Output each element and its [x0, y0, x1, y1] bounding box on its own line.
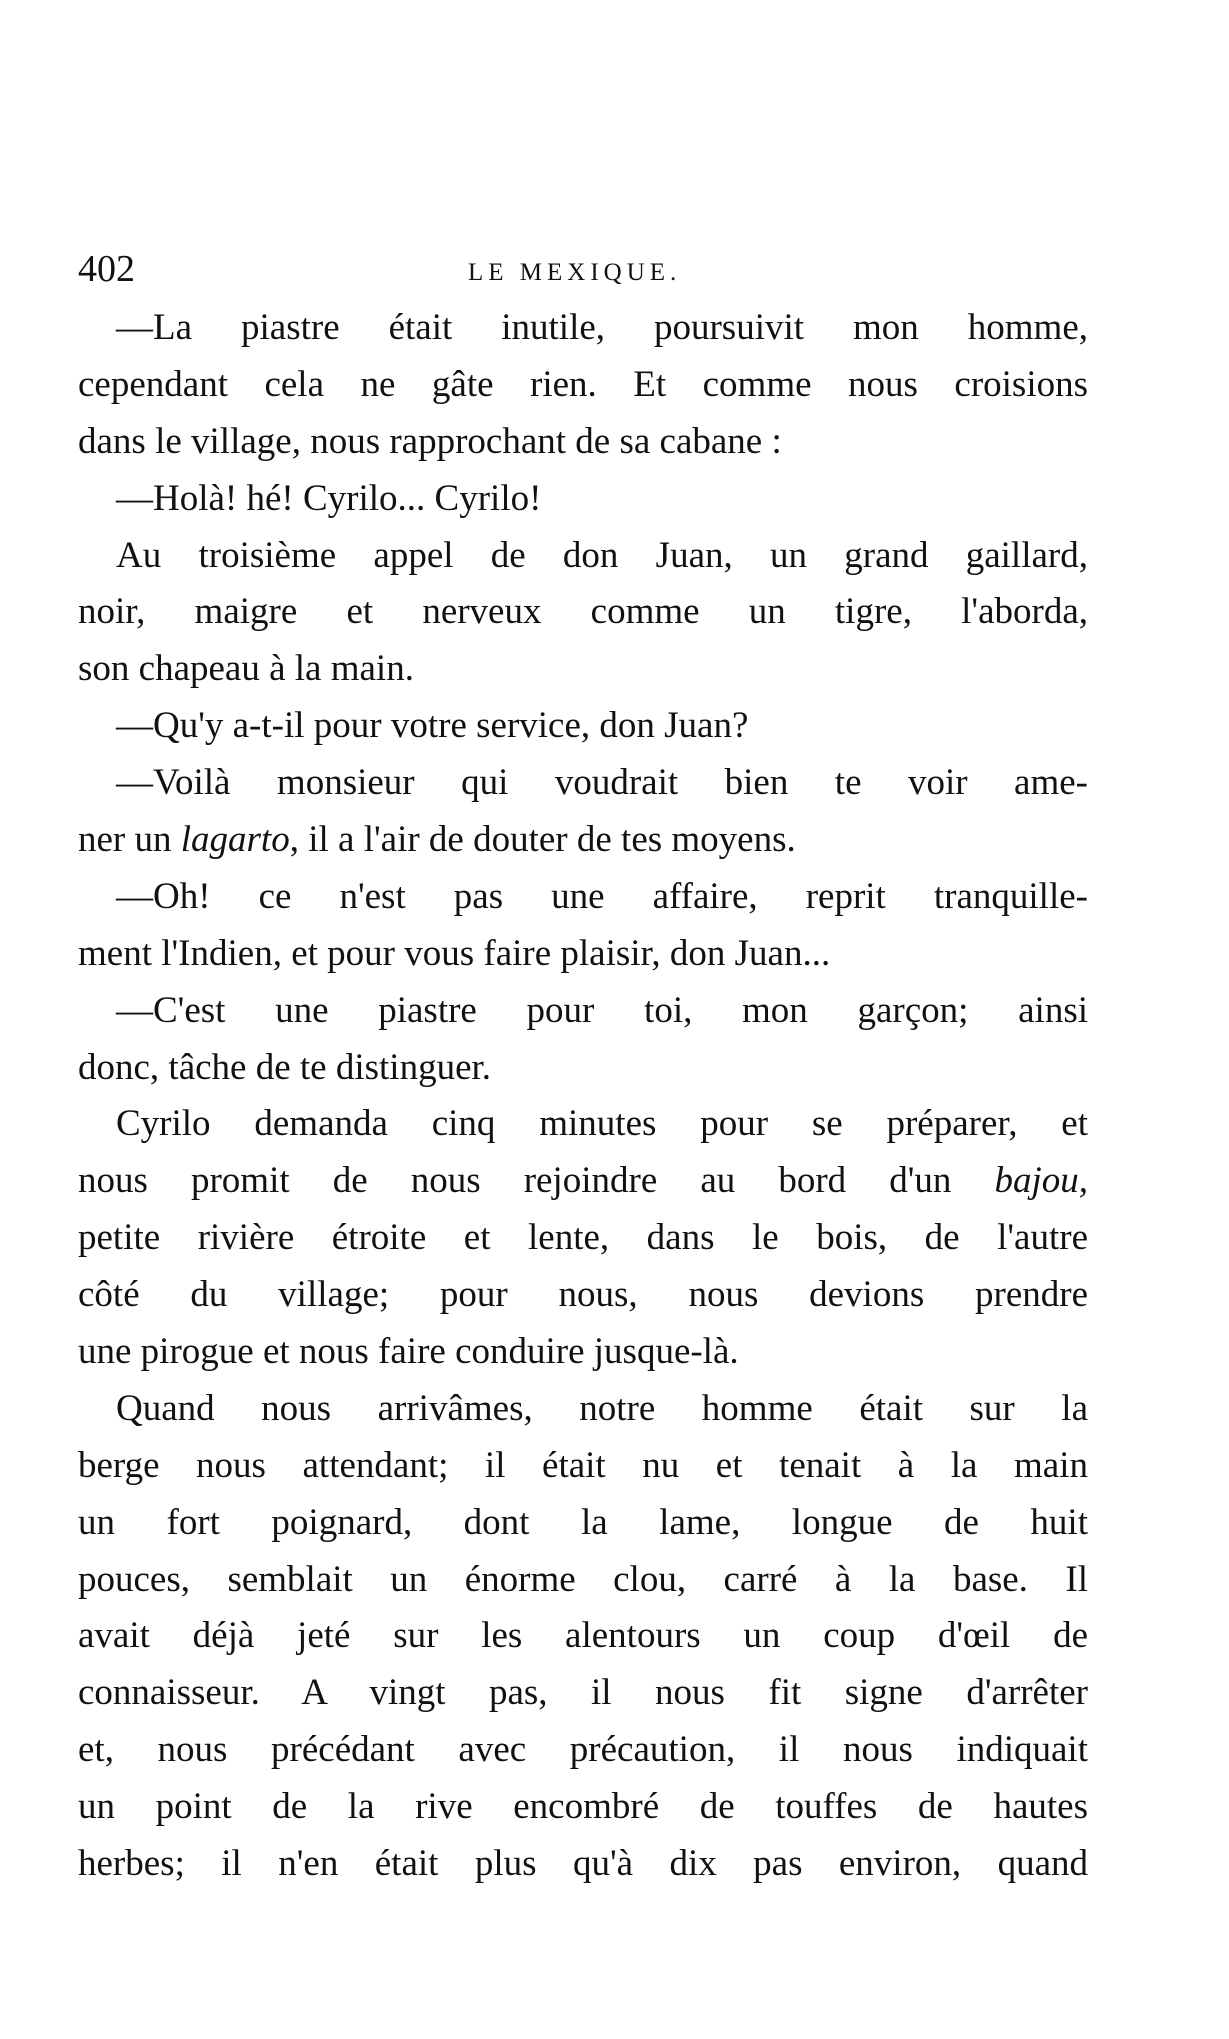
text-line: avait déjà jeté sur les alentours un coup d'œil de	[78, 1615, 1088, 1657]
text-line: un point de la rive encombré de touffes de hautes	[78, 1786, 1088, 1828]
text-line: une pirogue et nous faire conduire jusque-là.	[78, 1331, 739, 1373]
text-line: nous promit de nous rejoindre au bord d'un bajou,	[78, 1160, 1088, 1202]
text-line: ner un lagarto, il a l'air de douter de tes moyens.	[78, 819, 796, 861]
text-line: pouces, semblait un énorme clou, carré à la base. Il	[78, 1558, 1088, 1600]
text-line: donc, tâche de te distinguer.	[78, 1046, 492, 1088]
text-line: Quand nous arrivâmes, notre homme était sur la	[116, 1387, 1088, 1429]
text-line: —C'est une piastre pour toi, mon garçon; ainsi	[116, 989, 1088, 1031]
text-line: —Holà! hé! Cyrilo... Cyrilo!	[116, 477, 542, 519]
text-line: ment l'Indien, et pour vous faire plaisir, don Juan...	[78, 932, 831, 974]
text-line: Cyrilo demanda cinq minutes pour se préparer, et	[116, 1103, 1088, 1145]
italic-word: bajou,	[994, 1160, 1088, 1202]
text-line: côté du village; pour nous, nous devions prendre	[78, 1274, 1088, 1316]
text-line: —La piastre était inutile, poursuivit mon homme,	[116, 307, 1088, 348]
text-line: —Voilà monsieur qui voudrait bien te voir ame-	[116, 762, 1088, 804]
body-text	[78, 300, 1088, 1893]
running-title: LE MEXIQUE.	[468, 259, 682, 286]
page-header	[78, 244, 1088, 294]
text-line: un fort poignard, dont la lame, longue de huit	[78, 1501, 1088, 1543]
text-line: noir, maigre et nerveux comme un tigre, l'aborda,	[78, 591, 1088, 633]
text-line: —Qu'y a-t-il pour votre service, don Juan?	[116, 705, 749, 747]
text-line: herbes; il n'en était plus qu'à dix pas environ, quand	[78, 1843, 1088, 1885]
text-line: berge nous attendant; il était nu et tenait à la main	[78, 1444, 1088, 1486]
text-line: connaisseur. A vingt pas, il nous fit signe d'arrêter	[78, 1672, 1088, 1714]
text-line: son chapeau à la main.	[78, 648, 414, 690]
text-line: —Oh! ce n'est pas une affaire, reprit tranquille-	[116, 875, 1088, 917]
text-line: petite rivière étroite et lente, dans le bois, de l'autre	[78, 1217, 1088, 1259]
text-line: et, nous précédant avec précaution, il nous indiquait	[78, 1729, 1088, 1771]
text-line: Au troisième appel de don Juan, un grand gaillard,	[116, 534, 1088, 576]
text-line: dans le village, nous rapprochant de sa cabane :	[78, 420, 782, 462]
italic-word: lagarto	[180, 819, 290, 861]
text-line: cependant cela ne gâte rien. Et comme nous croisions	[78, 363, 1088, 405]
page-number: 402	[78, 248, 135, 290]
